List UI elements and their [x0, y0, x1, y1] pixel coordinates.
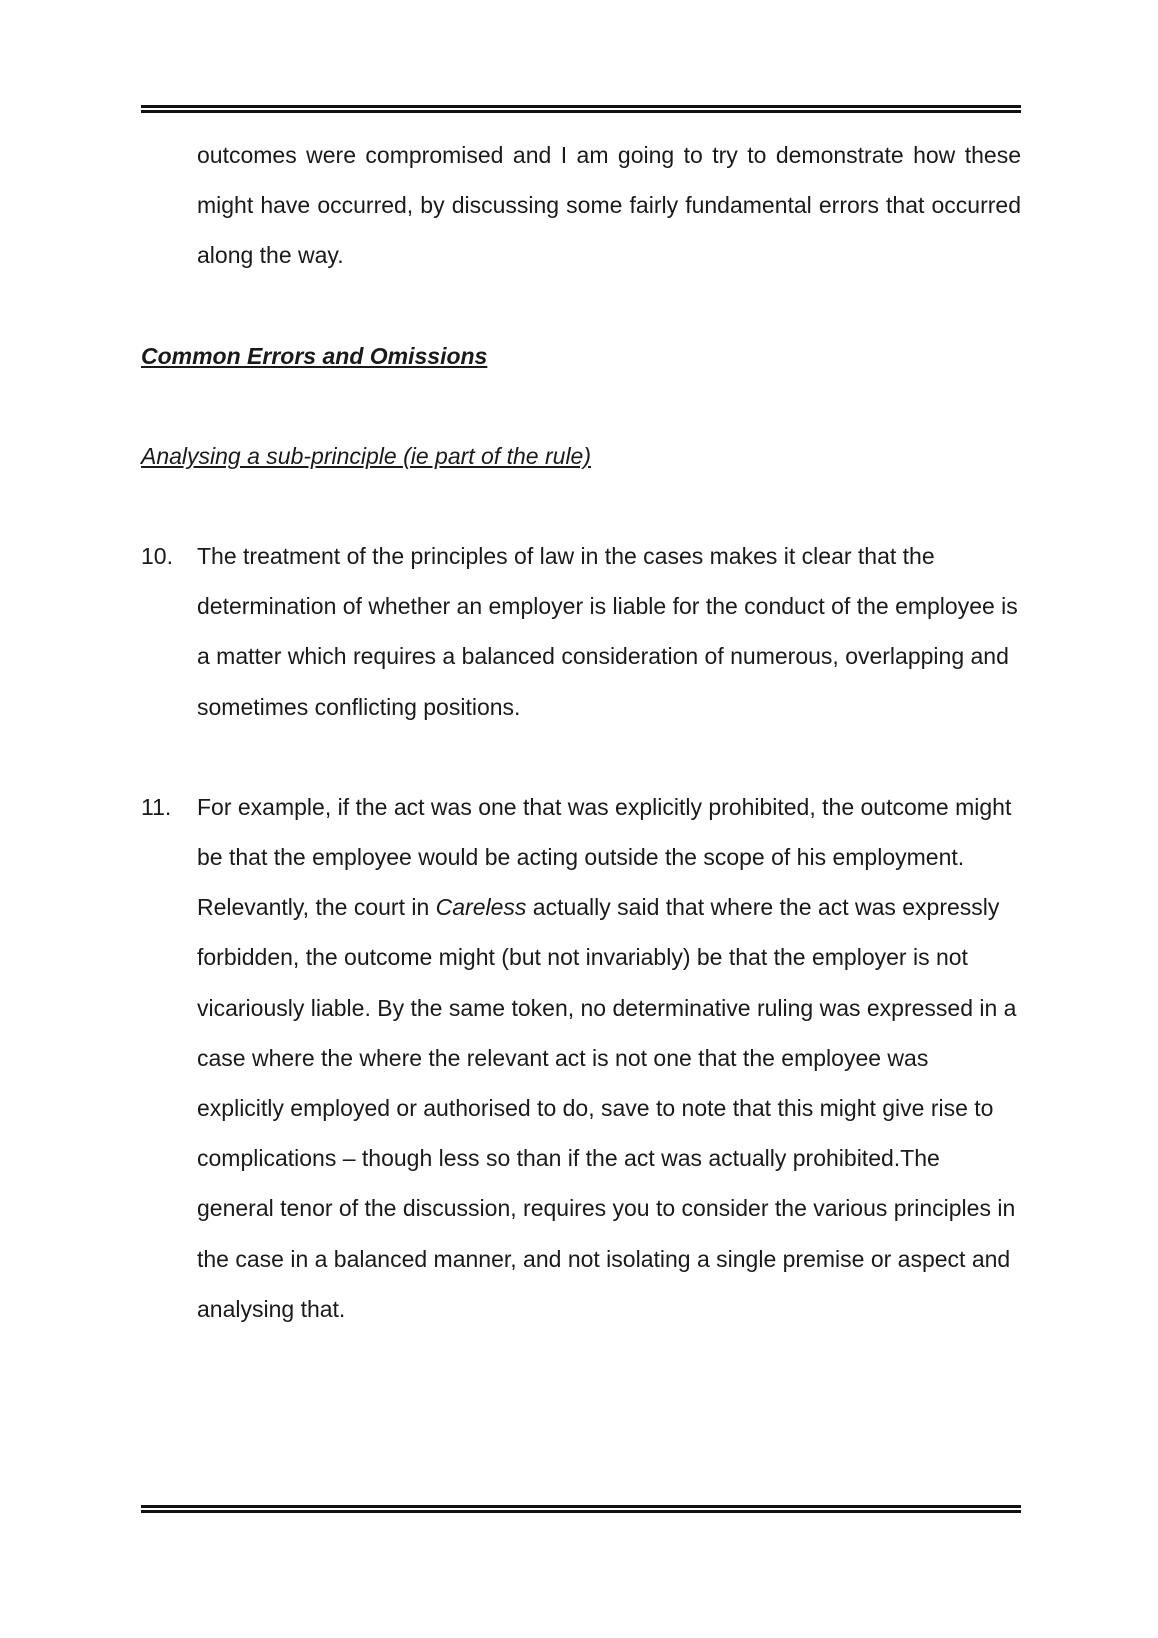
paragraph-text: The treatment of the principles of law in the cases makes it clear that the determination of whether an employer is liable for the conduct of the employee is a matter which requires a balanced consideration of numerous, overlapping and sometimes conflicting positions. [197, 543, 1018, 720]
header-double-rule [141, 105, 1021, 113]
section-heading: Common Errors and Omissions [141, 342, 488, 369]
footer-double-rule [141, 1505, 1021, 1513]
case-name: Careless [435, 894, 527, 921]
paragraph-11 [141, 782, 1021, 1334]
paragraph-text [197, 782, 1021, 1334]
paragraph-10 [141, 531, 1021, 732]
paragraph-text-after: actually said that where the act was expressly forbidden, the outcome might (but not invariably) be that the employer is not vicariously liable. By the same token, no determinative ruling was expressed in a case where the where the relevant act is not one that the employee was explicitly employed or authorised to do, save to note that this might give rise to complications – though less so than if the act was actually prohibited.The general tenor of the discussion, requires you to consider the various principles in the case in a balanced manner, and not isolating a single premise or aspect and analysing that. [197, 894, 1017, 1322]
paragraph-number: 10. [141, 543, 173, 570]
paragraph-text-before: For example, if the act was one that was explicitly prohibited, the outcome might be that the employee would be acting outside the scope of his employment. Relevantly, the court in [197, 793, 1012, 921]
paragraph-number: 11. [141, 793, 172, 820]
document-body [141, 130, 1021, 1334]
continuation-paragraph: outcomes were compromised and I am going to try to demonstrate how these might have occurred, by discussing some fairly fundamental errors that occurred along the way. [197, 142, 1021, 269]
section-subheading: Analysing a sub-principle (ie part of the rule) [141, 442, 592, 469]
